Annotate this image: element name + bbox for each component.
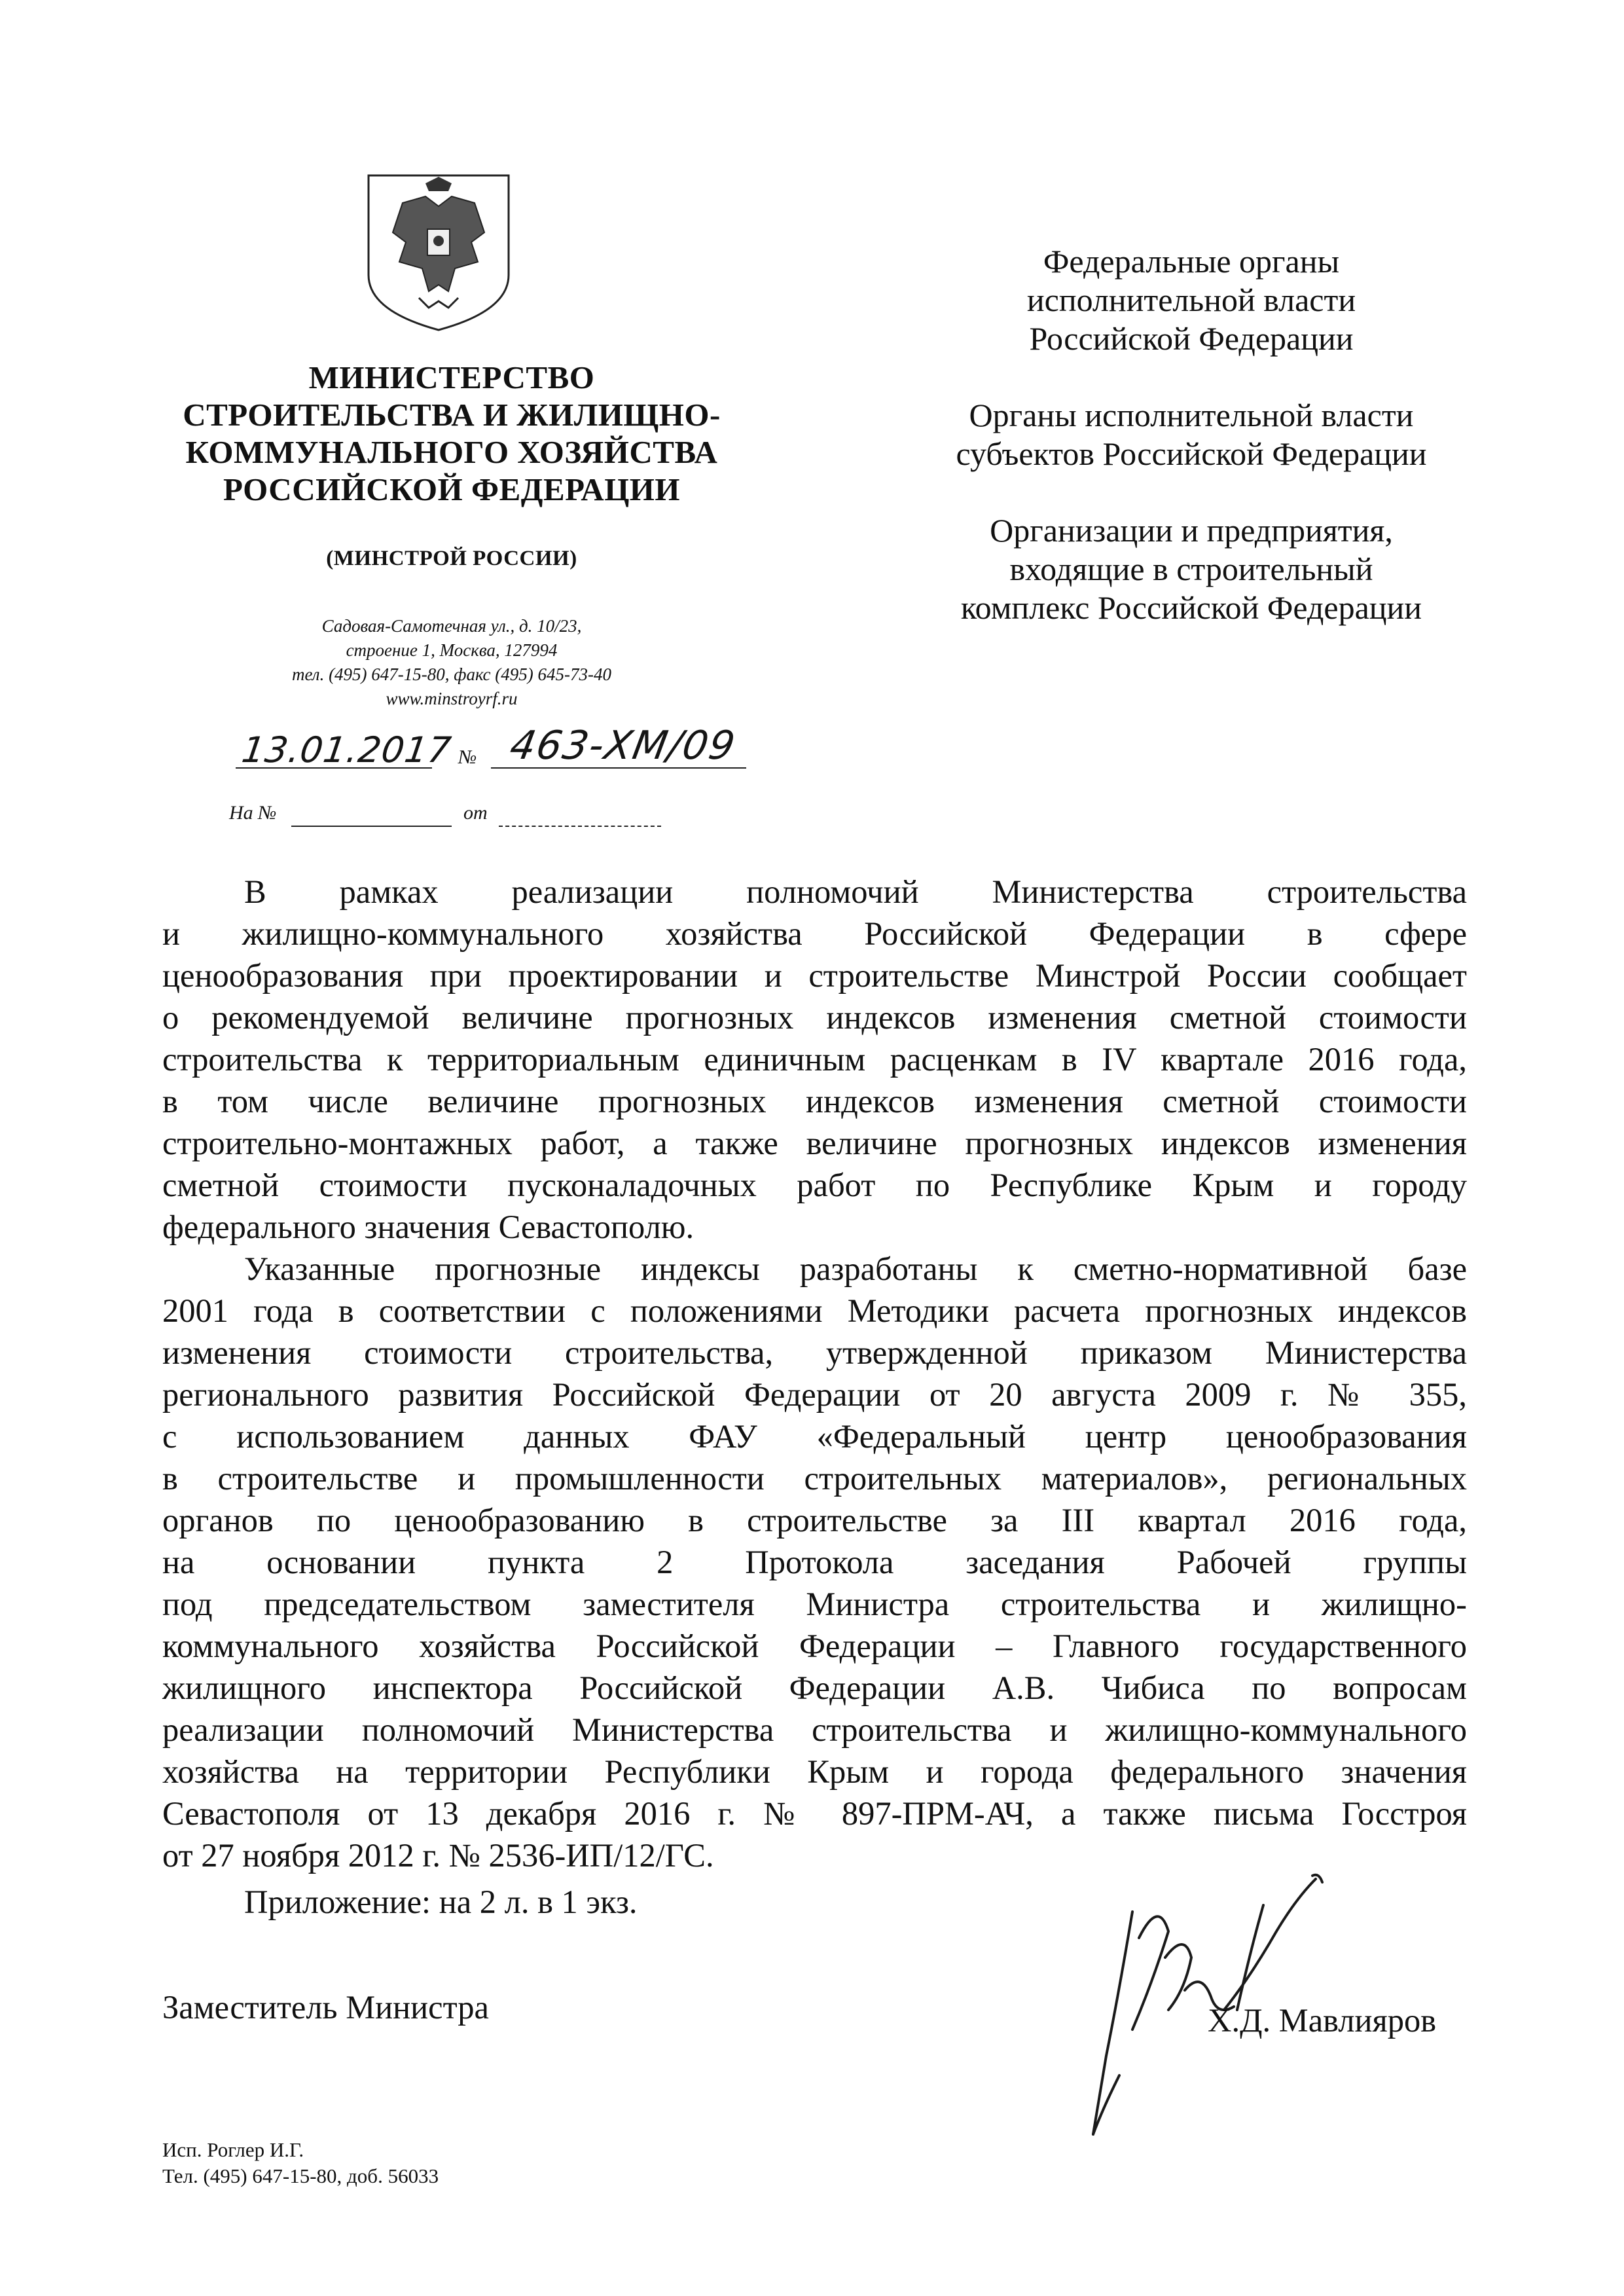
body-line: о рекомендуемой величине прогнозных индексов изменения сметной стоимости — [162, 999, 1467, 1036]
body-line: Севастополя от 13 декабря 2016 г. № 897-ПРМ-АЧ, а также письма Госстроя — [162, 1795, 1467, 1832]
body-line: федерального значения Севастополю. — [162, 1209, 695, 1245]
addressee-group-2 — [897, 396, 1486, 473]
body-line: с использованием данных ФАУ «Федеральный центр ценообразования — [162, 1418, 1467, 1455]
body-line: регионального развития Российской Федерации от 20 августа 2009 г. № 355, — [162, 1376, 1467, 1413]
from-label: от — [463, 802, 488, 824]
body-line: сметной стоимости пусконаладочных работ по Республике Крым и городу — [162, 1167, 1467, 1203]
executor-info — [162, 2137, 439, 2189]
addressee-line: Федеральные органы — [1043, 243, 1340, 280]
reply-to-label: На № — [229, 802, 277, 824]
ministry-line-4: РОССИЙСКОЙ ФЕДЕРАЦИИ — [223, 471, 681, 507]
executor-name: Исп. Роглер И.Г. — [162, 2138, 304, 2161]
number-sign: № — [458, 746, 477, 768]
body-line: и жилищно-коммунального хозяйства Российской Федерации в сфере — [162, 915, 1467, 952]
body-line: под председательством заместителя Министра строительства и жилищно- — [162, 1586, 1467, 1622]
ministry-name — [157, 359, 746, 508]
signer-name: Х.Д. Мавлияров — [1208, 2002, 1437, 2039]
body-line: 2001 года в соответствии с положениями Методики расчета прогнозных индексов — [162, 1292, 1467, 1329]
addressee-line: Российской Федерации — [1029, 320, 1354, 357]
body-line: хозяйства на территории Республики Крым и города федерального значения — [162, 1753, 1467, 1790]
address-line-1: Садовая-Самотечная ул., д. 10/23, — [321, 616, 582, 636]
addressee-line: Организации и предприятия, — [990, 512, 1393, 549]
body-line: органов по ценообразованию в строительстве за III квартал 2016 года, — [162, 1502, 1467, 1539]
body-line: коммунального хозяйства Российской Федерации – Главного государственного — [162, 1628, 1467, 1664]
ministry-line-3: КОММУНАЛЬНОГО ХОЗЯЙСТВА — [185, 434, 718, 470]
addressee-line: комплекс Российской Федерации — [960, 589, 1422, 626]
addressee-group-3 — [897, 511, 1486, 627]
address-line-2: строение 1, Москва, 127994 — [346, 640, 558, 660]
body-line: в строительстве и промышленности строительных материалов», региональных — [162, 1460, 1467, 1497]
addressee-line: Органы исполнительной власти — [969, 397, 1414, 433]
addressee-group-1 — [897, 242, 1486, 358]
ministry-line-2: СТРОИТЕЛЬСТВА И ЖИЛИЩНО- — [183, 397, 721, 433]
coat-of-arms-icon — [363, 170, 514, 334]
signer-position: Заместитель Министра — [162, 1989, 489, 2026]
body-line: в том числе величине прогнозных индексов изменения сметной стоимости — [162, 1083, 1467, 1120]
ministry-line-1: МИНИСТЕРСТВО — [308, 359, 595, 395]
addressee-line: исполнительной власти — [1026, 282, 1356, 318]
appendix-note: Приложение: на 2 л. в 1 экз. — [244, 1884, 638, 1920]
body-line: строительно-монтажных работ, а также величине прогнозных индексов изменения — [162, 1125, 1467, 1161]
ministry-abbreviation: (МИНСТРОЙ РОССИИ) — [326, 547, 577, 570]
paragraph-1 — [162, 871, 1467, 1248]
body-line: жилищного инспектора Российской Федерации А.В. Чибиса по вопросам — [162, 1669, 1467, 1706]
body-line: реализации полномочий Министерства строительства и жилищно-коммунального — [162, 1711, 1467, 1748]
body-line: на основании пункта 2 Протокола заседания Рабочей группы — [162, 1544, 1467, 1580]
registration-line — [216, 723, 759, 779]
reply-reference — [229, 802, 687, 835]
addressee-line: субъектов Российской Федерации — [956, 435, 1427, 472]
ministry-address — [157, 614, 746, 711]
body-line: от 27 ноября 2012 г. № 2536-ИП/12/ГС. — [162, 1837, 714, 1874]
registration-date: 13.01.2017 — [239, 729, 454, 771]
addressees — [897, 242, 1486, 665]
body-line: В рамках реализации полномочий Министерства строительства — [244, 873, 1467, 910]
registration-number: 463-ХМ/09 — [506, 723, 740, 769]
body-line: строительства к территориальным единичным расценкам в IV квартале 2016 года, — [162, 1041, 1467, 1078]
executor-phone: Тел. (495) 647-15-80, доб. 56033 — [162, 2164, 439, 2187]
addressee-line: входящие в строительный — [1009, 551, 1373, 587]
address-line-3: тел. (495) 647-15-80, факс (495) 645-73-40 — [291, 665, 612, 684]
address-line-4: www.minstroyrf.ru — [386, 689, 518, 708]
letter-body — [162, 871, 1467, 1876]
body-line: ценообразования при проектировании и строительстве Минстрой России сообщает — [162, 957, 1467, 994]
paragraph-2 — [162, 1248, 1467, 1876]
body-line: Указанные прогнозные индексы разработаны к сметно-нормативной базе — [244, 1250, 1467, 1287]
body-line: изменения стоимости строительства, утвержденной приказом Министерства — [162, 1334, 1467, 1371]
